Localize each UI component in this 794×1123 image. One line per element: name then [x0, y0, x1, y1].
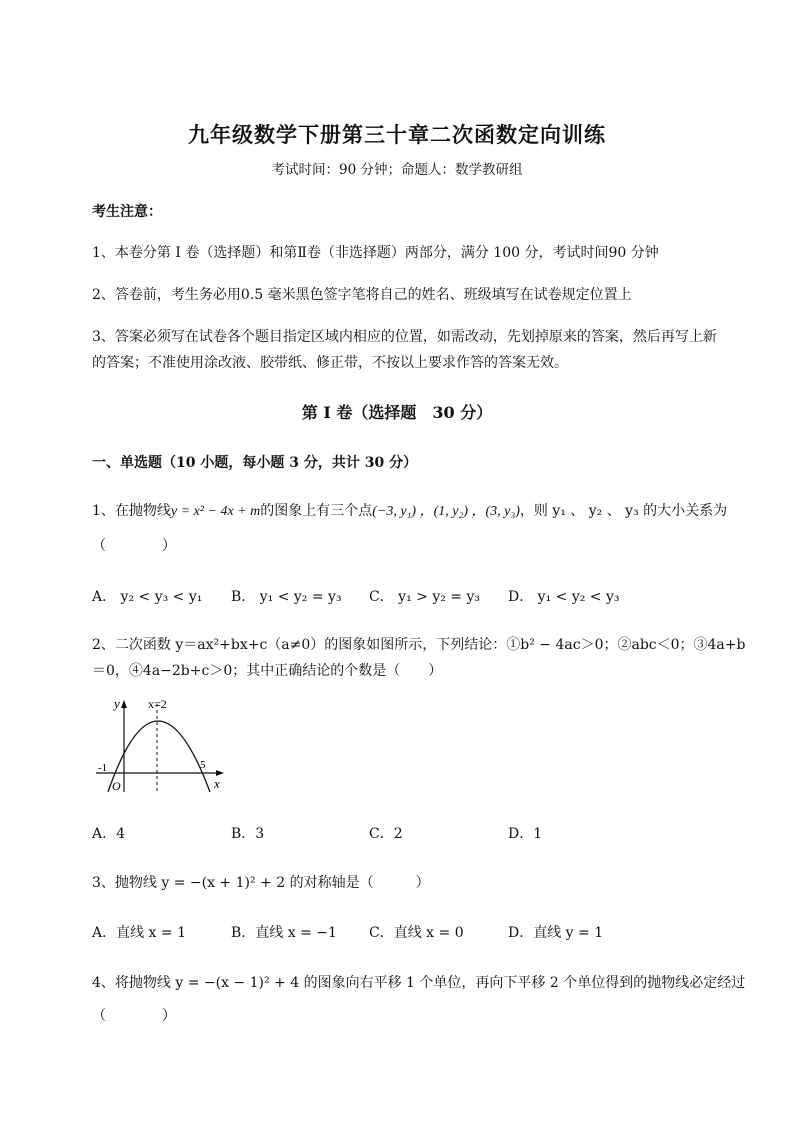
root-left-label: -1 [98, 762, 108, 774]
page-title: 九年级数学下册第三十章二次函数定向训练 [188, 122, 606, 147]
page-subtitle: 考试时间：90 分钟；命题人：数学教研组 [271, 162, 523, 178]
q1-pre: 1、在抛物线 [92, 503, 171, 519]
origin-label: O [112, 779, 121, 793]
q2-option-b[interactable]: B．3 [231, 826, 265, 842]
q3-option-c[interactable]: C．直线 x = 0 [369, 925, 464, 941]
q1-mid: 的图象上有三个点 [260, 503, 373, 519]
question-2-line1: 2、二次函数 y＝ax²+bx+c（a≠0）的图象如图所示，下列结论：①b² − 4ac＞0；②abc＜0；③4a+b [92, 637, 746, 653]
q3-option-d[interactable]: D．直线 y = 1 [508, 925, 604, 941]
question-2-line2: ＝0，④4a−2b+c＞0；其中正确结论的个数是（ ） [92, 663, 443, 679]
q3-option-a[interactable]: A．直线 x = 1 [92, 925, 186, 941]
q1-post: ，则 y₁ 、 y₂ 、 y₃ 的大小关系为 [519, 503, 728, 519]
q1-formula: y = x² − 4x + m [170, 504, 261, 519]
q2-option-d[interactable]: D．1 [508, 826, 543, 842]
q2-option-a[interactable]: A．4 [92, 826, 126, 842]
y-axis-label: y [114, 696, 120, 711]
q1-option-c[interactable]: C． y₁ > y₂ = y₃ [369, 589, 480, 605]
q1-points: (−3, y₁) ，(1, y₂) ，(3, y₃) [372, 504, 520, 519]
notice-item-1: 1、本卷分第 I 卷（选择题）和第Ⅱ卷（非选择题）两部分，满分 100 分，考试时间90 分钟 [92, 245, 659, 261]
q3-option-b[interactable]: B．直线 x = −1 [231, 925, 337, 941]
question-4: 4、将抛物线 y = −(x − 1)² + 4 的图象向右平移 1 个单位，再向下平移 2 个单位得到的抛物线必定经过 [92, 975, 746, 991]
q2-parabola-graph [92, 692, 242, 802]
part-heading: 一、单选题（10 小题，每小题 3 分，共计 30 分） [92, 455, 418, 471]
notice-item-2: 2、答卷前，考生务必用0.5 毫米黑色签字笔将自己的姓名、班级填写在试卷规定位置上 [92, 287, 632, 303]
notice-item-3: 3、答案必须写在试卷各个题目指定区域内相应的位置，如需改动，先划掉原来的答案，然后再写上新 [92, 329, 717, 345]
q1-answer-blank: （ ） [92, 538, 176, 554]
notice-heading: 考生注意： [92, 204, 162, 220]
q1-option-a[interactable]: A． y₂ < y₃ < y₁ [92, 589, 203, 605]
root-right-label: 5 [200, 759, 206, 771]
notice-item-3-cont: 的答案；不准使用涂改液、胶带纸、修正带，不按以上要求作答的答案无效。 [92, 355, 568, 371]
q4-answer-blank: （ ） [92, 1008, 176, 1024]
q2-option-c[interactable]: C．2 [369, 826, 403, 842]
symmetry-label: x=2 [148, 697, 167, 711]
q1-option-d[interactable]: D． y₁ < y₂ < y₃ [508, 589, 620, 605]
q1-option-b[interactable]: B． y₁ < y₂ = y₃ [231, 589, 342, 605]
section-title: 第 I 卷（选择题 30 分） [301, 403, 493, 422]
question-1 [92, 500, 727, 520]
y-axis-arrow [121, 700, 127, 708]
parabola-curve [108, 721, 210, 792]
x-axis-label: x [214, 776, 220, 791]
question-3: 3、抛物线 y = −(x + 1)² + 2 的对称轴是（ ） [92, 875, 430, 891]
